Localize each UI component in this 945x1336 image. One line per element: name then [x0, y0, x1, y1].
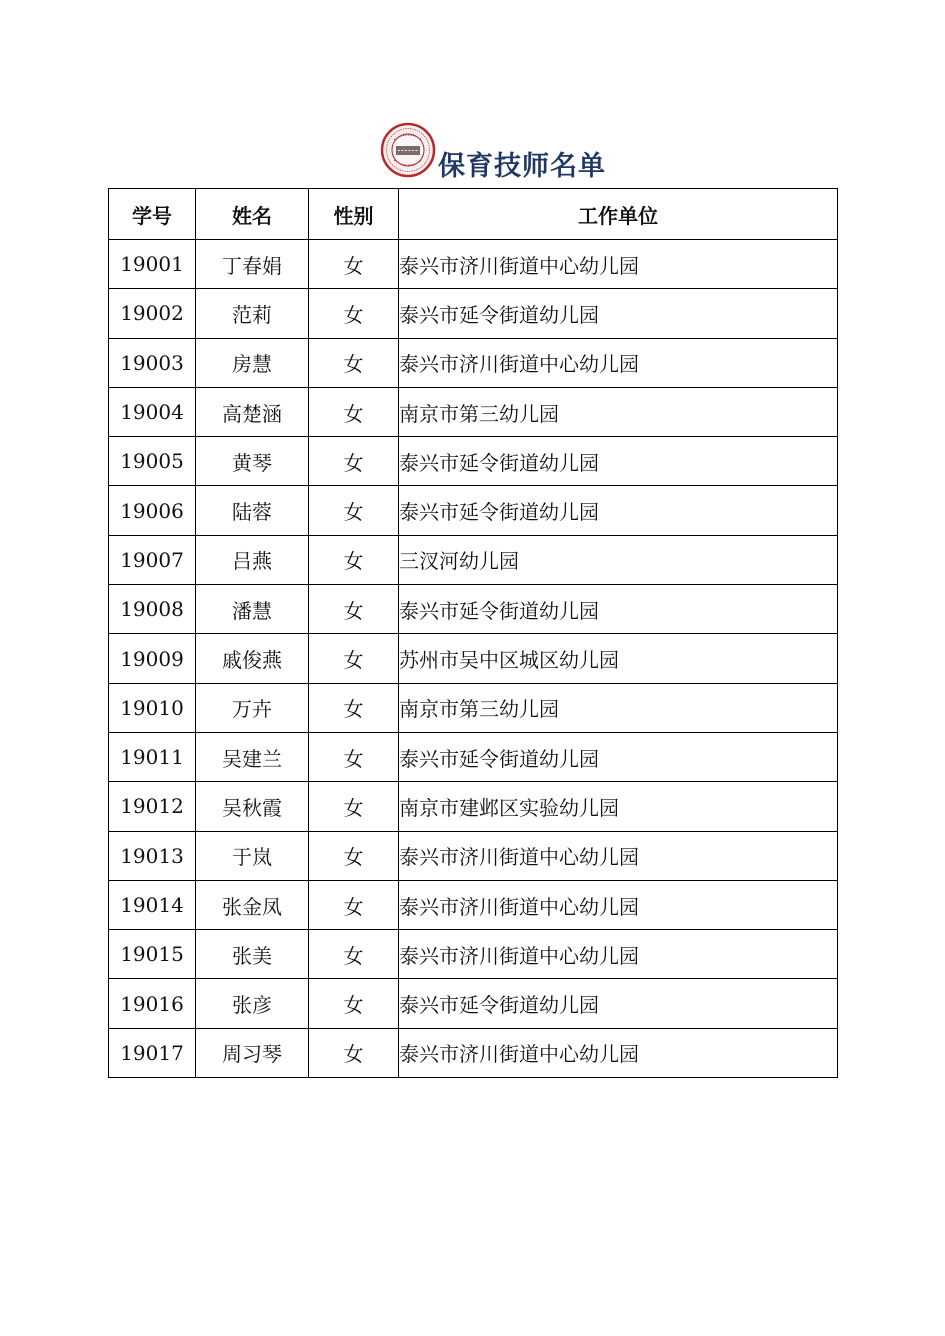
cell-student-id: 19016	[109, 979, 196, 1028]
cell-name: 戚俊燕	[196, 634, 309, 683]
cell-work-unit: 泰兴市延令街道幼儿园	[399, 979, 838, 1028]
header-student-id: 学号	[109, 189, 196, 240]
cell-work-unit: 泰兴市延令街道幼儿园	[399, 486, 838, 535]
cell-name: 陆蓉	[196, 486, 309, 535]
cell-gender: 女	[309, 930, 399, 979]
cell-gender: 女	[309, 338, 399, 387]
table-row	[109, 683, 838, 732]
cell-name: 张美	[196, 930, 309, 979]
cell-student-id: 19012	[109, 782, 196, 831]
table-row	[109, 535, 838, 584]
cell-gender: 女	[309, 437, 399, 486]
cell-gender: 女	[309, 387, 399, 436]
cell-gender: 女	[309, 240, 399, 289]
cell-student-id: 19006	[109, 486, 196, 535]
cell-name: 潘慧	[196, 585, 309, 634]
cell-name: 吴建兰	[196, 732, 309, 781]
table-row	[109, 585, 838, 634]
cell-name: 吕燕	[196, 535, 309, 584]
table-row	[109, 486, 838, 535]
roster-body	[109, 240, 838, 1078]
cell-name: 丁春娟	[196, 240, 309, 289]
cell-work-unit: 泰兴市济川街道中心幼儿园	[399, 1028, 838, 1077]
cell-student-id: 19010	[109, 683, 196, 732]
cell-student-id: 19017	[109, 1028, 196, 1077]
cell-work-unit: 泰兴市延令街道幼儿园	[399, 437, 838, 486]
document-title: 保育技师名单	[438, 151, 606, 182]
cell-gender: 女	[309, 634, 399, 683]
cell-gender: 女	[309, 732, 399, 781]
cell-student-id: 19014	[109, 880, 196, 929]
table-row	[109, 979, 838, 1028]
cell-student-id: 19005	[109, 437, 196, 486]
cell-student-id: 19007	[109, 535, 196, 584]
table-row	[109, 437, 838, 486]
cell-student-id: 19011	[109, 732, 196, 781]
cell-work-unit: 泰兴市济川街道中心幼儿园	[399, 831, 838, 880]
cell-student-id: 19001	[109, 240, 196, 289]
cell-work-unit: 三汊河幼儿园	[399, 535, 838, 584]
cell-work-unit: 泰兴市济川街道中心幼儿园	[399, 240, 838, 289]
cell-work-unit: 泰兴市济川街道中心幼儿园	[399, 930, 838, 979]
cell-gender: 女	[309, 831, 399, 880]
cell-student-id: 19015	[109, 930, 196, 979]
cell-student-id: 19013	[109, 831, 196, 880]
cell-gender: 女	[309, 880, 399, 929]
institution-seal-icon	[380, 122, 436, 178]
table-row	[109, 387, 838, 436]
table-row	[109, 338, 838, 387]
cell-name: 范莉	[196, 289, 309, 338]
table-row	[109, 831, 838, 880]
table-row	[109, 732, 838, 781]
table-row	[109, 240, 838, 289]
cell-gender: 女	[309, 535, 399, 584]
roster-table	[108, 188, 838, 1078]
cell-name: 张彦	[196, 979, 309, 1028]
cell-work-unit: 南京市建邺区实验幼儿园	[399, 782, 838, 831]
header-gender: 性别	[309, 189, 399, 240]
table-row	[109, 880, 838, 929]
table-row	[109, 782, 838, 831]
cell-name: 张金凤	[196, 880, 309, 929]
cell-student-id: 19009	[109, 634, 196, 683]
cell-student-id: 19004	[109, 387, 196, 436]
cell-work-unit: 泰兴市延令街道幼儿园	[399, 585, 838, 634]
cell-work-unit: 南京市第三幼儿园	[399, 683, 838, 732]
cell-name: 万卉	[196, 683, 309, 732]
cell-work-unit: 苏州市吴中区城区幼儿园	[399, 634, 838, 683]
cell-student-id: 19002	[109, 289, 196, 338]
table-row	[109, 289, 838, 338]
cell-name: 周习琴	[196, 1028, 309, 1077]
cell-work-unit: 泰兴市济川街道中心幼儿园	[399, 880, 838, 929]
cell-name: 于岚	[196, 831, 309, 880]
cell-name: 黄琴	[196, 437, 309, 486]
header-name: 姓名	[196, 189, 309, 240]
cell-name: 吴秋霞	[196, 782, 309, 831]
cell-gender: 女	[309, 683, 399, 732]
cell-work-unit: 南京市第三幼儿园	[399, 387, 838, 436]
cell-name: 高楚涵	[196, 387, 309, 436]
table-row	[109, 1028, 838, 1077]
cell-student-id: 19003	[109, 338, 196, 387]
table-header-row	[109, 189, 838, 240]
cell-student-id: 19008	[109, 585, 196, 634]
cell-work-unit: 泰兴市济川街道中心幼儿园	[399, 338, 838, 387]
document-header	[380, 118, 606, 184]
table-row	[109, 930, 838, 979]
cell-name: 房慧	[196, 338, 309, 387]
cell-gender: 女	[309, 782, 399, 831]
cell-gender: 女	[309, 486, 399, 535]
cell-gender: 女	[309, 979, 399, 1028]
header-work-unit: 工作单位	[399, 189, 838, 240]
cell-gender: 女	[309, 1028, 399, 1077]
cell-work-unit: 泰兴市延令街道幼儿园	[399, 289, 838, 338]
cell-work-unit: 泰兴市延令街道幼儿园	[399, 732, 838, 781]
cell-gender: 女	[309, 289, 399, 338]
cell-gender: 女	[309, 585, 399, 634]
table-row	[109, 634, 838, 683]
